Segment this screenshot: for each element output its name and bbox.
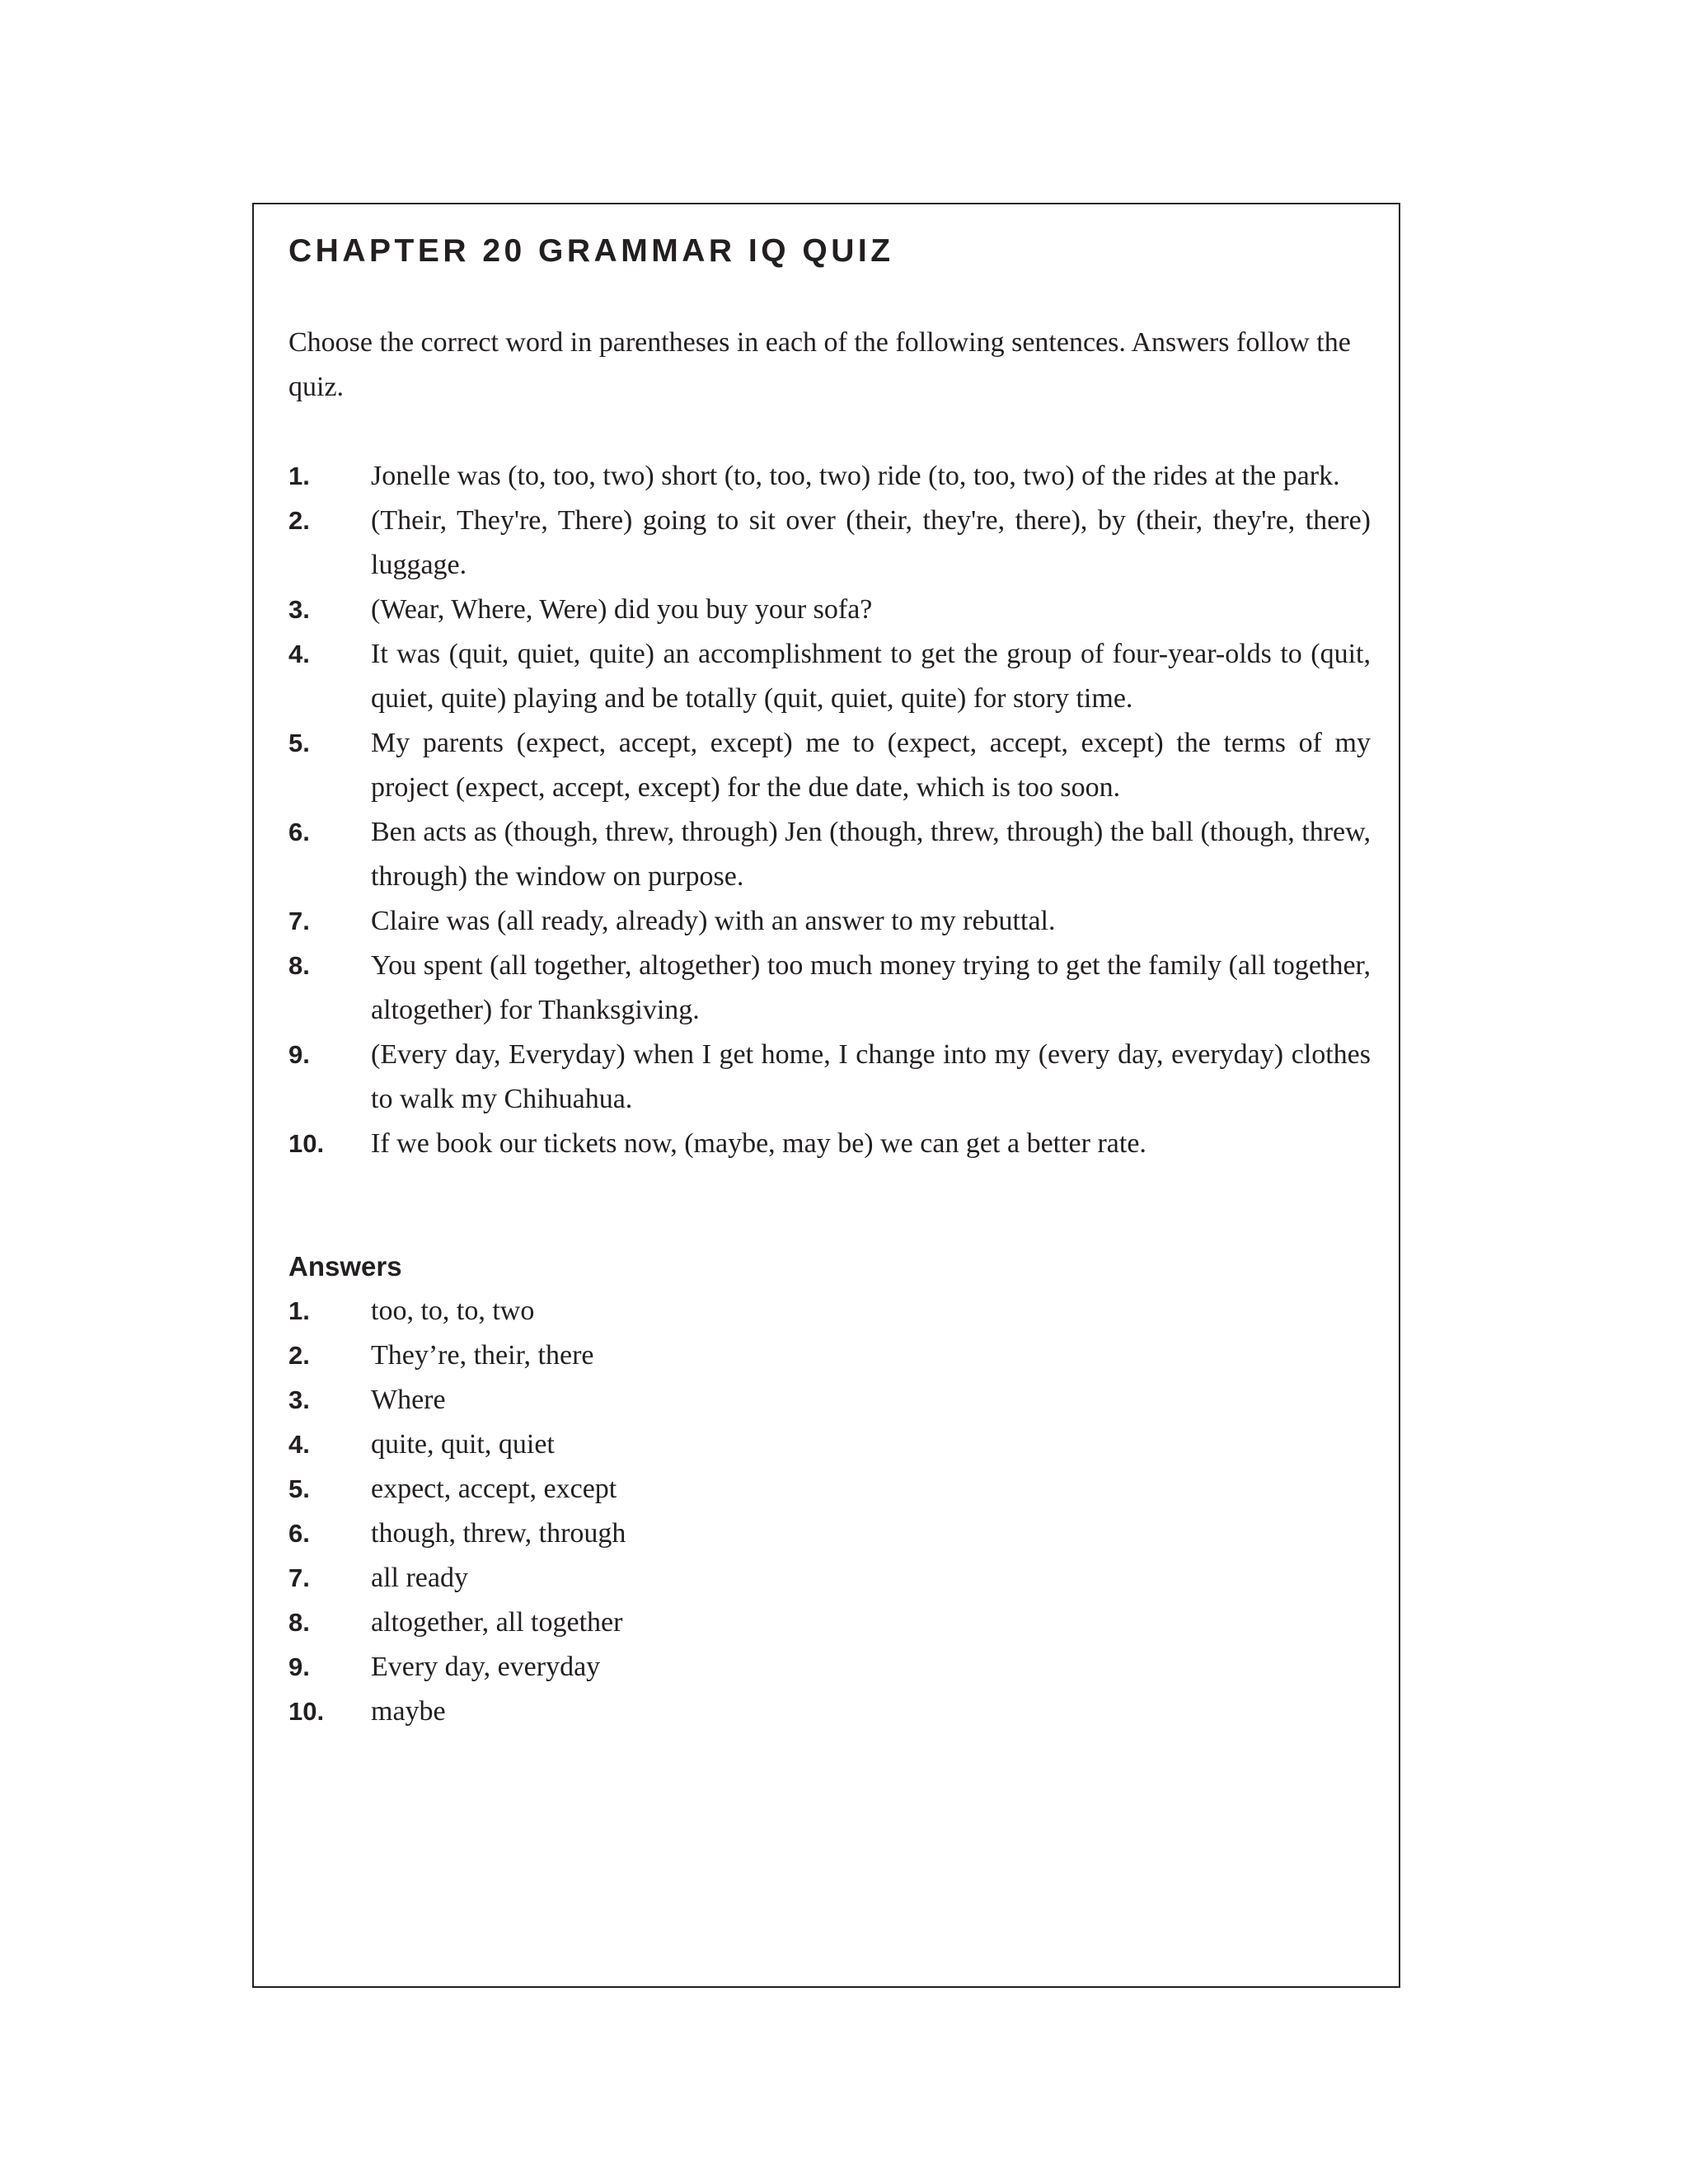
question-item	[288, 632, 1371, 721]
answer-item	[288, 1645, 1371, 1690]
question-number: 7.	[288, 907, 310, 935]
answer-item	[288, 1378, 1371, 1422]
answer-item	[288, 1333, 1371, 1378]
question-text: (Their, They're, There) going to sit over (their, they're, there), by (their, they're, there) luggage.	[371, 505, 1371, 580]
question-item	[288, 588, 1371, 632]
question-text: My parents (expect, accept, except) me to (expect, accept, except) the terms of my project (expect, accept, except) for the due date, which is too soon.	[371, 728, 1371, 803]
answer-list	[288, 1289, 1371, 1734]
question-number: 4.	[288, 640, 310, 668]
answer-number: 8.	[288, 1608, 310, 1637]
answer-text: too, to, to, two	[371, 1296, 535, 1326]
answer-text: Where	[371, 1385, 446, 1415]
answer-item	[288, 1556, 1371, 1601]
question-number: 6.	[288, 818, 310, 846]
question-list	[288, 454, 1371, 1166]
answer-number: 4.	[288, 1430, 310, 1459]
question-number: 5.	[288, 729, 310, 757]
question-item	[288, 499, 1371, 588]
answer-item	[288, 1690, 1371, 1734]
answer-text: Every day, everyday	[371, 1652, 601, 1682]
answer-number: 1.	[288, 1296, 310, 1325]
answer-number: 2.	[288, 1341, 310, 1370]
question-text: (Wear, Where, Were) did you buy your sofa?	[371, 594, 873, 625]
answer-item	[288, 1422, 1371, 1467]
answer-item	[288, 1467, 1371, 1511]
question-text: If we book our tickets now, (maybe, may be) we can get a better rate.	[371, 1128, 1146, 1159]
question-text: Jonelle was (to, too, two) short (to, too, two) ride (to, too, two) of the rides at the park.	[371, 461, 1340, 491]
question-text: Ben acts as (though, threw, through) Jen (though, threw, through) the ball (though, threw, through) the window on purpose.	[371, 817, 1371, 892]
quiz-box	[252, 203, 1400, 1988]
question-text: Claire was (all ready, already) with an answer to my rebuttal.	[371, 906, 1056, 936]
page-title: CHAPTER 20 GRAMMAR IQ QUIZ	[288, 233, 894, 269]
answer-text: quite, quit, quiet	[371, 1429, 555, 1460]
answer-text: They’re, their, there	[371, 1340, 594, 1371]
question-item	[288, 454, 1371, 499]
answer-item	[288, 1601, 1371, 1645]
question-item	[288, 944, 1371, 1033]
answer-number: 9.	[288, 1652, 310, 1681]
answer-text: expect, accept, except	[371, 1474, 617, 1504]
answer-text: altogether, all together	[371, 1607, 623, 1638]
answer-number: 3.	[288, 1385, 310, 1414]
question-text: (Every day, Everyday) when I get home, I change into my (every day, everyday) clothes to walk my Chihuahua.	[371, 1039, 1371, 1114]
question-number: 8.	[288, 951, 310, 980]
answers-heading: Answers	[288, 1251, 402, 1282]
question-number: 9.	[288, 1040, 310, 1069]
answer-number: 6.	[288, 1519, 310, 1548]
question-item	[288, 721, 1371, 810]
answer-number: 5.	[288, 1474, 310, 1503]
answer-item	[288, 1511, 1371, 1556]
question-number: 3.	[288, 595, 310, 624]
question-number: 2.	[288, 506, 310, 535]
answer-item	[288, 1289, 1371, 1333]
quiz-instructions: Choose the correct word in parentheses in each of the following sentences. Answers follow the quiz.	[288, 327, 1351, 402]
question-number: 1.	[288, 462, 310, 490]
answer-text: maybe	[371, 1696, 446, 1727]
answer-text: though, threw, through	[371, 1518, 626, 1549]
question-item	[288, 1033, 1371, 1122]
answer-text: all ready	[371, 1563, 468, 1593]
question-item	[288, 1122, 1371, 1166]
question-item	[288, 899, 1371, 944]
question-text: It was (quit, quiet, quite) an accomplishment to get the group of four-year-olds to (quit, quiet, quite) playing and be totally (quit, quiet, quite) for story time.	[371, 639, 1371, 714]
question-text: You spent (all together, altogether) too much money trying to get the family (all together, altogether) for Thanksgiving.	[371, 950, 1371, 1025]
question-number: 10.	[288, 1129, 325, 1158]
answer-number: 10.	[288, 1697, 325, 1726]
answer-number: 7.	[288, 1563, 310, 1592]
question-item	[288, 810, 1371, 899]
